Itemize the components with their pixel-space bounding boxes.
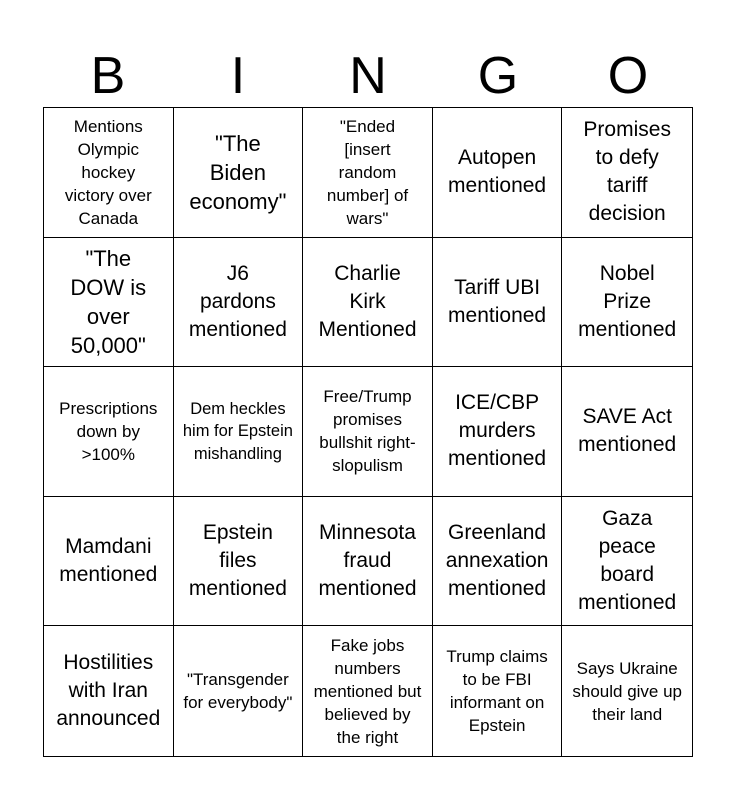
- bingo-cell[interactable]: Free/Trump promises bullshit right-slopulism: [303, 367, 433, 497]
- bingo-cell[interactable]: "The DOW is over 50,000": [44, 238, 174, 368]
- bingo-cell[interactable]: Epstein files mentioned: [174, 497, 304, 627]
- header-letter-b: B: [90, 47, 126, 105]
- bingo-cell[interactable]: Hostilities with Iran announced: [44, 626, 174, 756]
- bingo-cell[interactable]: "Transgender for everybody": [174, 626, 304, 756]
- bingo-header: [43, 42, 693, 108]
- header-letter-n: N: [349, 47, 387, 105]
- header-letter-i: I: [230, 47, 246, 105]
- bingo-cell[interactable]: Trump claims to be FBI informant on Epstein: [433, 626, 563, 756]
- bingo-cell[interactable]: Dem heckles him for Epstein mishandling: [174, 367, 304, 497]
- bingo-cell[interactable]: Greenland annexation mentioned: [433, 497, 563, 627]
- bingo-cell[interactable]: Mentions Olympic hockey victory over Canada: [44, 108, 174, 238]
- bingo-cell[interactable]: Promises to defy tariff decision: [562, 108, 692, 238]
- bingo-cell[interactable]: Minnesota fraud mentioned: [303, 497, 433, 627]
- bingo-cell[interactable]: SAVE Act mentioned: [562, 367, 692, 497]
- bingo-cell[interactable]: "Ended [insert random number] of wars": [303, 108, 433, 238]
- header-letter-o: O: [607, 47, 649, 105]
- bingo-cell[interactable]: Says Ukraine should give up their land: [572, 658, 683, 724]
- bingo-cell[interactable]: "The Biden economy": [174, 108, 304, 238]
- bingo-cell[interactable]: ICE/CBP murders mentioned: [433, 367, 563, 497]
- bingo-cell[interactable]: Tariff UBI mentioned: [433, 238, 563, 368]
- bingo-cell[interactable]: Gaza peace board mentioned: [562, 497, 692, 627]
- bingo-cell[interactable]: Fake jobs numbers mentioned but believed by the right: [303, 626, 433, 756]
- bingo-cell[interactable]: Charlie Kirk Mentioned: [303, 238, 433, 368]
- bingo-board: [43, 107, 693, 757]
- bingo-cell[interactable]: Nobel Prize mentioned: [562, 238, 692, 368]
- bingo-cell[interactable]: J6 pardons mentioned: [174, 238, 304, 368]
- bingo-cell[interactable]: Autopen mentioned: [433, 108, 563, 238]
- bingo-cell[interactable]: Mamdani mentioned: [44, 497, 174, 627]
- header-letter-g: G: [477, 47, 519, 105]
- bingo-cell[interactable]: Prescriptions down by >100%: [44, 367, 174, 497]
